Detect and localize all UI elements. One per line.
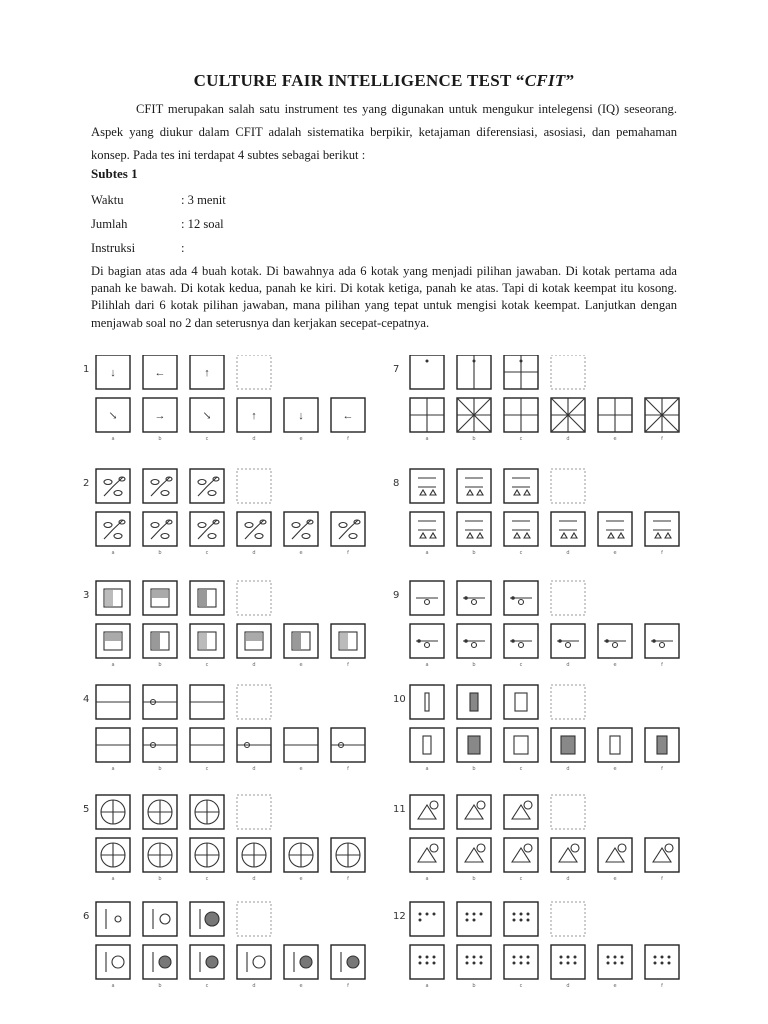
shade-icon — [105, 633, 121, 641]
question-number: 10 — [393, 694, 406, 705]
dot-icon — [466, 919, 469, 922]
detail-row-waktu — [91, 193, 226, 208]
option-letter: a — [425, 662, 429, 668]
title-prefix: CULTURE FAIR INTELLIGENCE TEST “ — [193, 71, 525, 90]
option-letter: a — [425, 436, 429, 442]
option-box — [504, 512, 538, 546]
dot-icon — [426, 962, 429, 965]
dot-icon — [480, 962, 483, 965]
question-9 — [393, 581, 679, 668]
option-letter: e — [299, 766, 303, 772]
question-number: 4 — [83, 694, 90, 705]
dot-icon — [558, 639, 562, 643]
dot-icon — [419, 919, 422, 922]
empty-answer-box — [551, 795, 585, 829]
dot-icon — [654, 962, 657, 965]
question-5 — [83, 795, 365, 882]
dot-icon — [668, 962, 671, 965]
option-letter: a — [111, 550, 115, 556]
detail-row-instruksi — [91, 241, 185, 256]
question-3 — [83, 581, 365, 668]
question-10 — [393, 685, 679, 772]
empty-answer-box — [237, 355, 271, 389]
option-letter: c — [205, 436, 209, 442]
question-number: 9 — [393, 590, 400, 601]
empty-answer-box — [551, 469, 585, 503]
option-letter: a — [111, 662, 115, 668]
instruction-paragraph: Di bagian atas ada 4 buah kotak. Di bawahnya ada 6 kotak yang menjadi pilihan jawaban. Di kotak pertama ada panah ke bawah. Di kotak kedua, panah ke kiri. Di kotak ketiga, panah ke atas. Tapi di kotak keempat itu kosong. Pilihlah dari 6 kotak pilihan jawaban, mana pilihan yang tepat untuk mengisi kotak keempat. Lanjutkan dengan menjawab soal no 2 dan seterusnya dan kerjakan secepat-cepatnya. — [91, 264, 677, 330]
detail-value: : — [181, 241, 185, 255]
dot-icon — [560, 962, 563, 965]
figure-puzzles — [75, 355, 695, 1020]
option-letter: f — [661, 662, 663, 668]
option-box — [598, 838, 632, 872]
option-box — [598, 728, 632, 762]
option-letter: c — [519, 876, 523, 882]
arrow-icon: ↓ — [298, 410, 304, 422]
detail-label: Waktu — [91, 193, 124, 207]
option-letter: a — [425, 766, 429, 772]
option-letter: f — [347, 983, 349, 989]
dot-icon — [473, 913, 476, 916]
dot-icon — [607, 962, 610, 965]
dot-icon — [614, 962, 617, 965]
option-box — [457, 838, 491, 872]
dot-icon — [513, 919, 516, 922]
option-box — [504, 838, 538, 872]
ball-icon — [205, 912, 219, 926]
option-letter: e — [613, 436, 617, 442]
detail-label: Jumlah — [91, 217, 128, 231]
rectangle-icon — [468, 736, 480, 754]
dot-icon — [466, 962, 469, 965]
dot-icon — [513, 962, 516, 965]
option-letter: e — [299, 550, 303, 556]
dot-icon — [567, 962, 570, 965]
empty-answer-box — [551, 581, 585, 615]
option-box — [645, 838, 679, 872]
dot-icon — [480, 956, 483, 959]
dot-icon — [480, 913, 483, 916]
dot-icon — [433, 962, 436, 965]
dot-icon — [417, 639, 421, 643]
option-letter: b — [158, 436, 162, 442]
question-box — [504, 685, 538, 719]
dot-icon — [473, 956, 476, 959]
question-number: 11 — [393, 804, 406, 815]
dot-icon — [605, 639, 609, 643]
dot-icon — [574, 962, 577, 965]
detail-value: : 3 menit — [181, 193, 226, 207]
question-number: 5 — [83, 804, 90, 815]
empty-answer-box — [237, 795, 271, 829]
option-letter: f — [347, 876, 349, 882]
option-letter: c — [519, 766, 523, 772]
dot-icon — [527, 919, 530, 922]
dot-icon — [520, 962, 523, 965]
question-8 — [393, 469, 679, 556]
option-box — [645, 512, 679, 546]
option-letter: c — [205, 766, 209, 772]
option-letter: b — [472, 766, 476, 772]
option-box — [504, 728, 538, 762]
option-letter: d — [252, 983, 256, 989]
dot-icon — [520, 956, 523, 959]
shade-icon — [246, 633, 262, 641]
option-letter: f — [661, 550, 663, 556]
detail-value: : 12 soal — [181, 217, 224, 231]
question-box — [457, 469, 491, 503]
question-box — [410, 685, 444, 719]
dot-icon — [654, 956, 657, 959]
question-12 — [393, 902, 679, 989]
option-letter: a — [111, 766, 115, 772]
option-box — [237, 945, 271, 979]
arrow-icon: ↑ — [204, 367, 210, 379]
option-letter: b — [472, 662, 476, 668]
question-6 — [83, 902, 365, 989]
dot-icon — [607, 956, 610, 959]
option-letter: b — [158, 662, 162, 668]
rectangle-icon — [470, 693, 478, 711]
dot-icon — [614, 956, 617, 959]
question-7 — [393, 355, 679, 442]
question-number: 8 — [393, 478, 400, 489]
option-box — [551, 838, 585, 872]
dot-icon — [513, 913, 516, 916]
option-box — [598, 512, 632, 546]
option-letter: f — [347, 436, 349, 442]
dot-icon — [527, 962, 530, 965]
empty-answer-box — [237, 581, 271, 615]
option-letter: c — [519, 436, 523, 442]
dot-icon — [511, 596, 515, 600]
option-letter: b — [158, 983, 162, 989]
intro-paragraph: CFIT merupakan salah satu instrument tes yang digunakan untuk mengukur intelegensi (IQ) seseorang. Aspek yang diukur dalam CFIT adalah sistematika berpikir, ketajaman diferensiasi, asosiasi, dan pemahaman konsep. Pada tes ini terdapat 4 subtes sebagai berikut : — [91, 102, 677, 162]
question-number: 12 — [393, 911, 406, 922]
option-letter: d — [252, 436, 256, 442]
option-letter: f — [661, 766, 663, 772]
option-letter: f — [661, 983, 663, 989]
ball-icon — [159, 956, 171, 968]
dot-icon — [473, 962, 476, 965]
option-letter: d — [566, 766, 570, 772]
shade-icon — [199, 590, 207, 606]
option-letter: e — [299, 876, 303, 882]
dot-icon — [513, 956, 516, 959]
option-letter: c — [205, 983, 209, 989]
option-letter: e — [299, 662, 303, 668]
empty-answer-box — [237, 685, 271, 719]
dot-icon — [466, 956, 469, 959]
dot-icon — [560, 956, 563, 959]
option-letter: b — [158, 876, 162, 882]
option-letter: c — [205, 550, 209, 556]
dot-icon — [520, 360, 523, 363]
page-title — [0, 71, 768, 91]
option-letter: d — [566, 550, 570, 556]
question-box — [410, 469, 444, 503]
option-letter: f — [347, 766, 349, 772]
option-letter: d — [566, 662, 570, 668]
dot-icon — [426, 360, 429, 363]
dot-icon — [621, 962, 624, 965]
dot-icon — [574, 956, 577, 959]
dot-icon — [433, 956, 436, 959]
option-letter: a — [111, 983, 115, 989]
question-2 — [83, 469, 365, 556]
option-letter: b — [472, 983, 476, 989]
option-letter: f — [661, 436, 663, 442]
option-letter: d — [566, 436, 570, 442]
dot-icon — [652, 639, 656, 643]
dot-icon — [419, 913, 422, 916]
option-letter: d — [252, 876, 256, 882]
subtest-heading: Subtes 1 — [91, 166, 138, 181]
option-letter: a — [425, 550, 429, 556]
dot-icon — [567, 956, 570, 959]
arrow-icon: ↘ — [202, 410, 212, 422]
empty-answer-box — [237, 902, 271, 936]
arrow-icon: ↑ — [251, 410, 257, 422]
empty-answer-box — [237, 469, 271, 503]
question-box — [96, 902, 130, 936]
dot-icon — [433, 913, 436, 916]
shade-icon — [152, 633, 160, 649]
dot-icon — [527, 956, 530, 959]
title-italic: CFIT — [524, 71, 566, 90]
shade-icon — [293, 633, 301, 649]
option-letter: c — [519, 983, 523, 989]
dot-icon — [511, 639, 515, 643]
dot-icon — [419, 962, 422, 965]
ball-icon — [347, 956, 359, 968]
dot-icon — [464, 639, 468, 643]
option-box — [410, 728, 444, 762]
option-letter: a — [425, 983, 429, 989]
option-letter: d — [252, 550, 256, 556]
arrow-icon: → — [154, 410, 166, 422]
option-letter: b — [472, 436, 476, 442]
option-letter: c — [205, 662, 209, 668]
title-suffix: ” — [565, 71, 575, 90]
dot-icon — [426, 956, 429, 959]
option-letter: e — [299, 436, 303, 442]
option-letter: e — [613, 550, 617, 556]
option-letter: c — [205, 876, 209, 882]
dot-icon — [621, 956, 624, 959]
detail-label: Instruksi — [91, 241, 136, 255]
dot-icon — [520, 913, 523, 916]
dot-icon — [426, 913, 429, 916]
option-letter: e — [613, 662, 617, 668]
empty-answer-box — [551, 685, 585, 719]
question-number: 1 — [83, 364, 90, 375]
option-letter: c — [519, 550, 523, 556]
question-box — [504, 795, 538, 829]
option-letter: a — [111, 436, 115, 442]
option-box — [410, 838, 444, 872]
arrow-icon: ← — [154, 367, 166, 379]
arrow-icon: ↓ — [110, 367, 116, 379]
ball-icon — [206, 956, 218, 968]
dot-icon — [473, 360, 476, 363]
empty-answer-box — [551, 355, 585, 389]
option-letter: e — [613, 983, 617, 989]
option-letter: c — [519, 662, 523, 668]
option-letter: f — [347, 662, 349, 668]
option-letter: f — [347, 550, 349, 556]
question-11 — [393, 795, 679, 882]
option-letter: b — [158, 766, 162, 772]
option-letter: e — [613, 766, 617, 772]
empty-answer-box — [551, 902, 585, 936]
ball-icon — [300, 956, 312, 968]
dot-icon — [419, 956, 422, 959]
option-letter: d — [566, 876, 570, 882]
rectangle-icon — [561, 736, 575, 754]
shade-icon — [340, 633, 348, 649]
rectangle-icon — [657, 736, 667, 754]
detail-row-jumlah — [91, 217, 224, 232]
option-box — [551, 512, 585, 546]
option-box — [457, 512, 491, 546]
option-letter: e — [613, 876, 617, 882]
shade-icon — [199, 633, 207, 649]
question-1 — [83, 355, 365, 442]
option-box — [410, 512, 444, 546]
question-box — [504, 469, 538, 503]
option-letter: d — [252, 662, 256, 668]
option-letter: f — [661, 876, 663, 882]
question-number: 2 — [83, 478, 90, 489]
option-letter: d — [566, 983, 570, 989]
question-number: 6 — [83, 911, 90, 922]
dot-icon — [464, 596, 468, 600]
dot-icon — [661, 962, 664, 965]
question-box — [457, 795, 491, 829]
option-letter: e — [299, 983, 303, 989]
option-letter: a — [111, 876, 115, 882]
shade-icon — [105, 590, 113, 606]
option-letter: a — [425, 876, 429, 882]
dot-icon — [466, 913, 469, 916]
dot-icon — [520, 919, 523, 922]
dot-icon — [661, 956, 664, 959]
dot-icon — [473, 919, 476, 922]
option-letter: b — [158, 550, 162, 556]
arrow-icon: ↘ — [108, 410, 118, 422]
dot-icon — [668, 956, 671, 959]
option-box — [96, 945, 130, 979]
question-4 — [83, 685, 365, 772]
dot-icon — [527, 913, 530, 916]
arrow-icon: ← — [342, 410, 354, 422]
option-letter: b — [472, 876, 476, 882]
question-box — [410, 795, 444, 829]
question-number: 7 — [393, 364, 400, 375]
question-number: 3 — [83, 590, 90, 601]
option-letter: b — [472, 550, 476, 556]
option-letter: d — [252, 766, 256, 772]
question-box — [410, 902, 444, 936]
shade-icon — [152, 590, 168, 598]
